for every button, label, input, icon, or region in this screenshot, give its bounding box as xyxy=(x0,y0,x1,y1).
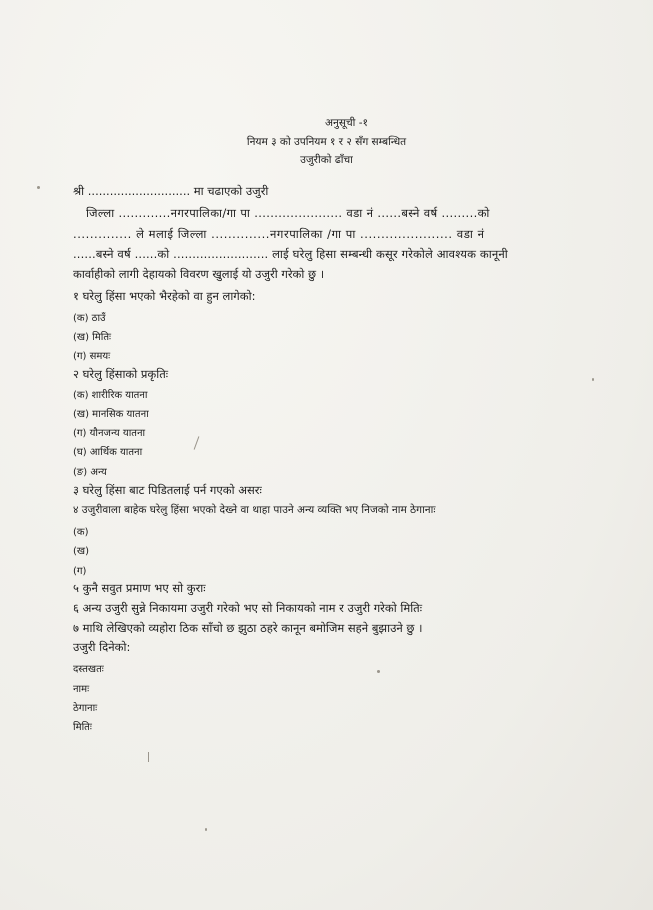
section-2-item: (ग) यौनजन्य यातना xyxy=(73,428,146,439)
section-1-item: (क) ठाउँ xyxy=(73,313,106,324)
address-field: ठेगानाः xyxy=(73,703,98,714)
section-4-item: (ख) xyxy=(73,546,89,557)
name-field: नामः xyxy=(73,684,90,695)
paper-speck xyxy=(148,752,149,762)
paper-speck xyxy=(592,378,594,381)
section-4-heading: ४ उजुरीवाला बाहेक घरेलु हिंसा भएको देख्ने वा थाहा पाउने अन्य व्यक्ति भए निजको नाम ठेगानाः xyxy=(73,504,436,516)
rule-reference: नियम ३ को उपनियम १ र २ सँग सम्बन्धित xyxy=(246,136,407,148)
section-1-item: (ख) मितिः xyxy=(73,332,112,343)
paper-speck xyxy=(37,186,40,189)
paper-speck xyxy=(194,436,200,449)
section-1-item: (ग) समयः xyxy=(73,351,111,362)
date-field: मितिः xyxy=(73,722,92,733)
section-2-item: (ख) मानसिक यातना xyxy=(73,409,149,420)
section-2-item: (घ) आर्थिक यातना xyxy=(73,447,143,458)
signature-field: दस्तखतः xyxy=(73,664,104,675)
intro-line-1: जिल्ला .............नगरपालिका/गा पा ...................... वडा नं ......बस्ने वर्ष .........को xyxy=(86,206,490,220)
section-4-item: (क) xyxy=(73,527,89,538)
section-2-item: (ङ) अन्य xyxy=(73,467,107,478)
paper-speck xyxy=(205,828,207,831)
section-5-text: ५ कुनै सवुत प्रमाण भए सो कुराः xyxy=(73,581,206,595)
section-7-text: ७ माथि लेखिएको व्यहोरा ठिक साँचो छ झुठा ठहरे कानून बमोजिम सहने बुझाउने छु । xyxy=(73,621,423,635)
section-2-heading: २ घरेलु हिंसाको प्रकृतिः xyxy=(73,367,169,381)
form-title: उजुरीको ढाँचा xyxy=(300,154,353,166)
schedule-label: अनुसूची -१ xyxy=(325,117,368,129)
intro-line-4: कार्वाहीको लागी देहायको विवरण खुलाई यो उजुरी गरेको छु । xyxy=(73,267,325,281)
section-4-item: (ग) xyxy=(73,566,87,577)
section-1-heading: १ घरेलु हिंसा भएको भैरहेको वा हुन लागेको: xyxy=(73,289,256,303)
section-3-heading: ३ घरेलु हिंसा बाट पिडितलाई पर्न गएको असरः xyxy=(73,483,262,497)
addressee-line: श्री ............................ मा चढाएको उजुरी xyxy=(73,184,269,198)
signer-heading: उजुरी दिनेको: xyxy=(73,640,131,654)
section-6-text: ६ अन्य उजुरी सुन्ने निकायमा उजुरी गरेको भए सो निकायको नाम र उजुरी गरेको मितिः xyxy=(73,601,423,615)
paper-speck xyxy=(377,670,380,673)
section-2-item: (क) शारीरिक यातना xyxy=(73,390,148,401)
intro-line-2: .............. ले मलाई जिल्ला ..............नगरपालिका /गा पा ...................... वडा नं xyxy=(73,227,485,241)
intro-line-3: ......बस्ने वर्ष ......को ......................... लाई घरेलु हिसा सम्बन्धी कसूर गरेकोले आवश्यक कानूनी xyxy=(73,247,508,261)
